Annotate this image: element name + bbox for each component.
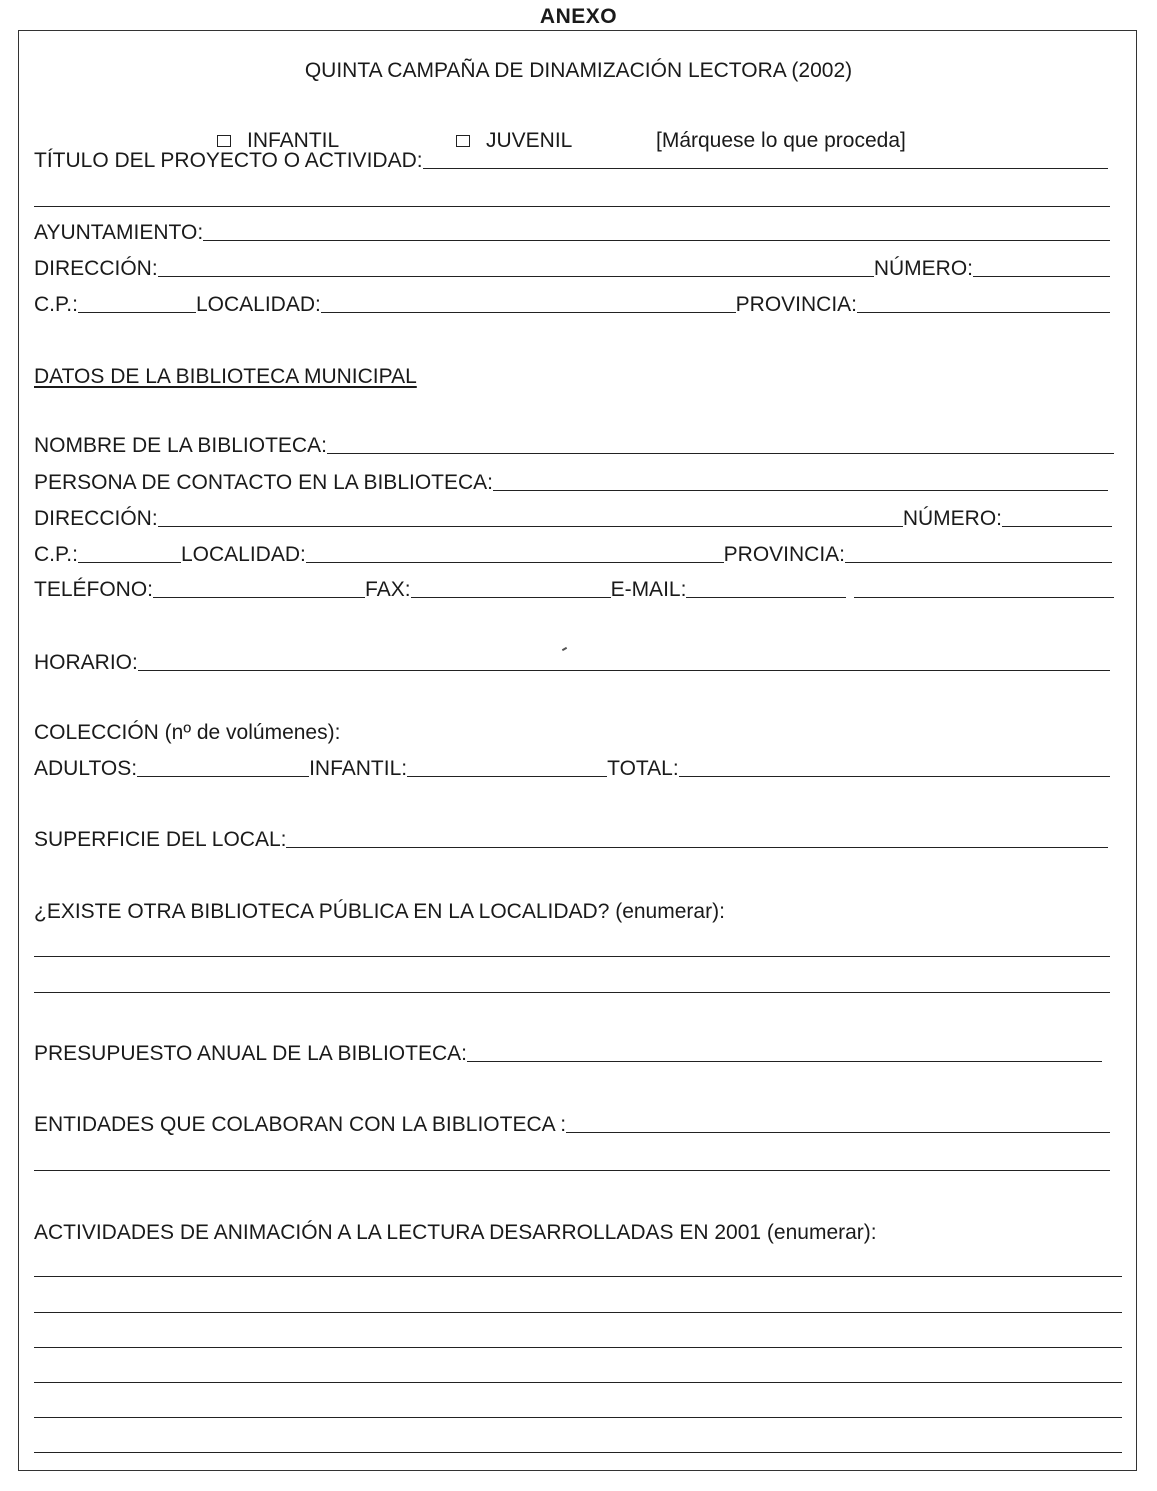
entidades-field[interactable] <box>34 1113 1110 1137</box>
adultos-label: ADULTOS: <box>34 757 138 780</box>
project-title-line-2[interactable] <box>34 206 1110 207</box>
ayuntamiento-field[interactable] <box>34 221 1110 245</box>
ayuntamiento-line[interactable] <box>203 240 1110 241</box>
actividades-heading <box>34 1221 877 1245</box>
library-numero-line[interactable] <box>1002 526 1112 527</box>
direccion-label: DIRECCIÓN: <box>34 257 158 280</box>
cp-line[interactable] <box>78 312 196 313</box>
volumes-row <box>34 757 1110 781</box>
entidades-line[interactable] <box>566 1132 1110 1133</box>
library-cp-line[interactable] <box>78 562 181 563</box>
email-line[interactable] <box>686 597 846 598</box>
superficie-line[interactable] <box>286 847 1108 848</box>
nombre-biblioteca-field[interactable] <box>34 434 1114 458</box>
library-section-title: DATOS DE LA BIBLIOTECA MUNICIPAL <box>34 365 417 388</box>
provincia-line[interactable] <box>857 312 1110 313</box>
ayuntamiento-label: AYUNTAMIENTO: <box>34 221 204 244</box>
juvenil-checkbox[interactable] <box>456 135 470 147</box>
total-label: TOTAL: <box>607 757 679 780</box>
fax-label: FAX: <box>365 578 411 601</box>
actividades-line-6[interactable] <box>34 1452 1122 1453</box>
presupuesto-label: PRESUPUESTO ANUAL DE LA BIBLIOTECA: <box>34 1042 467 1065</box>
actividades-label: ACTIVIDADES DE ANIMACIÓN A LA LECTURA DESARROLLADAS EN 2001 (enumerar): <box>34 1221 877 1244</box>
library-cp-label: C.P.: <box>34 543 78 566</box>
coleccion-label: COLECCIÓN (nº de volúmenes): <box>34 721 341 744</box>
otra-biblioteca-line-1[interactable] <box>34 956 1110 957</box>
fax-line[interactable] <box>411 597 611 598</box>
email-label: E-MAIL: <box>610 578 687 601</box>
library-localidad-label: LOCALIDAD: <box>180 543 306 566</box>
actividades-line-5[interactable] <box>34 1417 1122 1418</box>
library-direccion-label: DIRECCIÓN: <box>34 507 158 530</box>
project-title-line[interactable] <box>423 168 1108 169</box>
total-line[interactable] <box>679 776 1110 777</box>
actividades-line-2[interactable] <box>34 1312 1122 1313</box>
form-title: QUINTA CAMPAÑA DE DINAMIZACIÓN LECTORA (2002) <box>304 59 853 82</box>
entidades-label: ENTIDADES QUE COLABORAN CON LA BIBLIOTECA : <box>34 1113 567 1136</box>
horario-field[interactable] <box>34 651 1110 675</box>
otra-biblioteca-label: ¿EXISTE OTRA BIBLIOTECA PÚBLICA EN LA LOCALIDAD? (enumerar): <box>34 900 725 923</box>
infantil-checkbox[interactable] <box>217 135 231 147</box>
actividades-line-1[interactable] <box>34 1276 1122 1277</box>
infantil-volumes-line[interactable] <box>407 776 607 777</box>
library-cp-row <box>34 543 1112 567</box>
infantil-volumes-label: INFANTIL: <box>309 757 408 780</box>
library-section-heading <box>34 365 417 389</box>
project-title-field[interactable] <box>34 149 1108 173</box>
actividades-line-4[interactable] <box>34 1382 1122 1383</box>
infantil-label: INFANTIL <box>247 129 340 152</box>
cp-label: C.P.: <box>34 293 78 316</box>
library-direccion-row <box>34 507 1112 531</box>
contact-row <box>34 578 1114 602</box>
library-direccion-line[interactable] <box>158 526 903 527</box>
nombre-biblioteca-line[interactable] <box>327 453 1114 454</box>
adultos-line[interactable] <box>137 776 309 777</box>
horario-label: HORARIO: <box>34 651 138 674</box>
library-localidad-line[interactable] <box>306 562 724 563</box>
cp-row <box>34 293 1110 317</box>
annex-heading: ANEXO <box>539 5 618 28</box>
numero-label: NÚMERO: <box>873 257 973 280</box>
otra-biblioteca-line-2[interactable] <box>34 992 1110 993</box>
otra-biblioteca-heading <box>34 900 725 924</box>
horario-line[interactable] <box>138 670 1110 671</box>
persona-contacto-field[interactable] <box>34 471 1108 495</box>
provincia-label: PROVINCIA: <box>735 293 857 316</box>
presupuesto-line[interactable] <box>467 1061 1102 1062</box>
telefono-label: TELÉFONO: <box>34 578 154 601</box>
project-title-label: TÍTULO DEL PROYECTO O ACTIVIDAD: <box>34 149 423 172</box>
presupuesto-field[interactable] <box>34 1042 1102 1066</box>
persona-contacto-line[interactable] <box>493 490 1108 491</box>
library-provincia-label: PROVINCIA: <box>723 543 845 566</box>
application-form <box>18 30 1137 1471</box>
direccion-line[interactable] <box>158 276 874 277</box>
library-numero-label: NÚMERO: <box>902 507 1002 530</box>
direccion-row <box>34 257 1110 281</box>
entidades-line-2[interactable] <box>34 1170 1110 1171</box>
localidad-label: LOCALIDAD: <box>195 293 321 316</box>
localidad-line[interactable] <box>321 312 736 313</box>
coleccion-heading <box>34 721 340 745</box>
numero-line[interactable] <box>973 276 1110 277</box>
persona-contacto-label: PERSONA DE CONTACTO EN LA BIBLIOTECA: <box>34 471 494 494</box>
email-line-2[interactable] <box>854 597 1114 598</box>
telefono-line[interactable] <box>153 597 365 598</box>
superficie-field[interactable] <box>34 828 1108 852</box>
options-note-text: [Márquese lo que proceda] <box>656 129 906 152</box>
nombre-biblioteca-label: NOMBRE DE LA BIBLIOTECA: <box>34 434 327 457</box>
superficie-label: SUPERFICIE DEL LOCAL: <box>34 828 287 851</box>
actividades-line-3[interactable] <box>34 1347 1122 1348</box>
library-provincia-line[interactable] <box>845 562 1112 563</box>
juvenil-label: JUVENIL <box>486 129 573 152</box>
